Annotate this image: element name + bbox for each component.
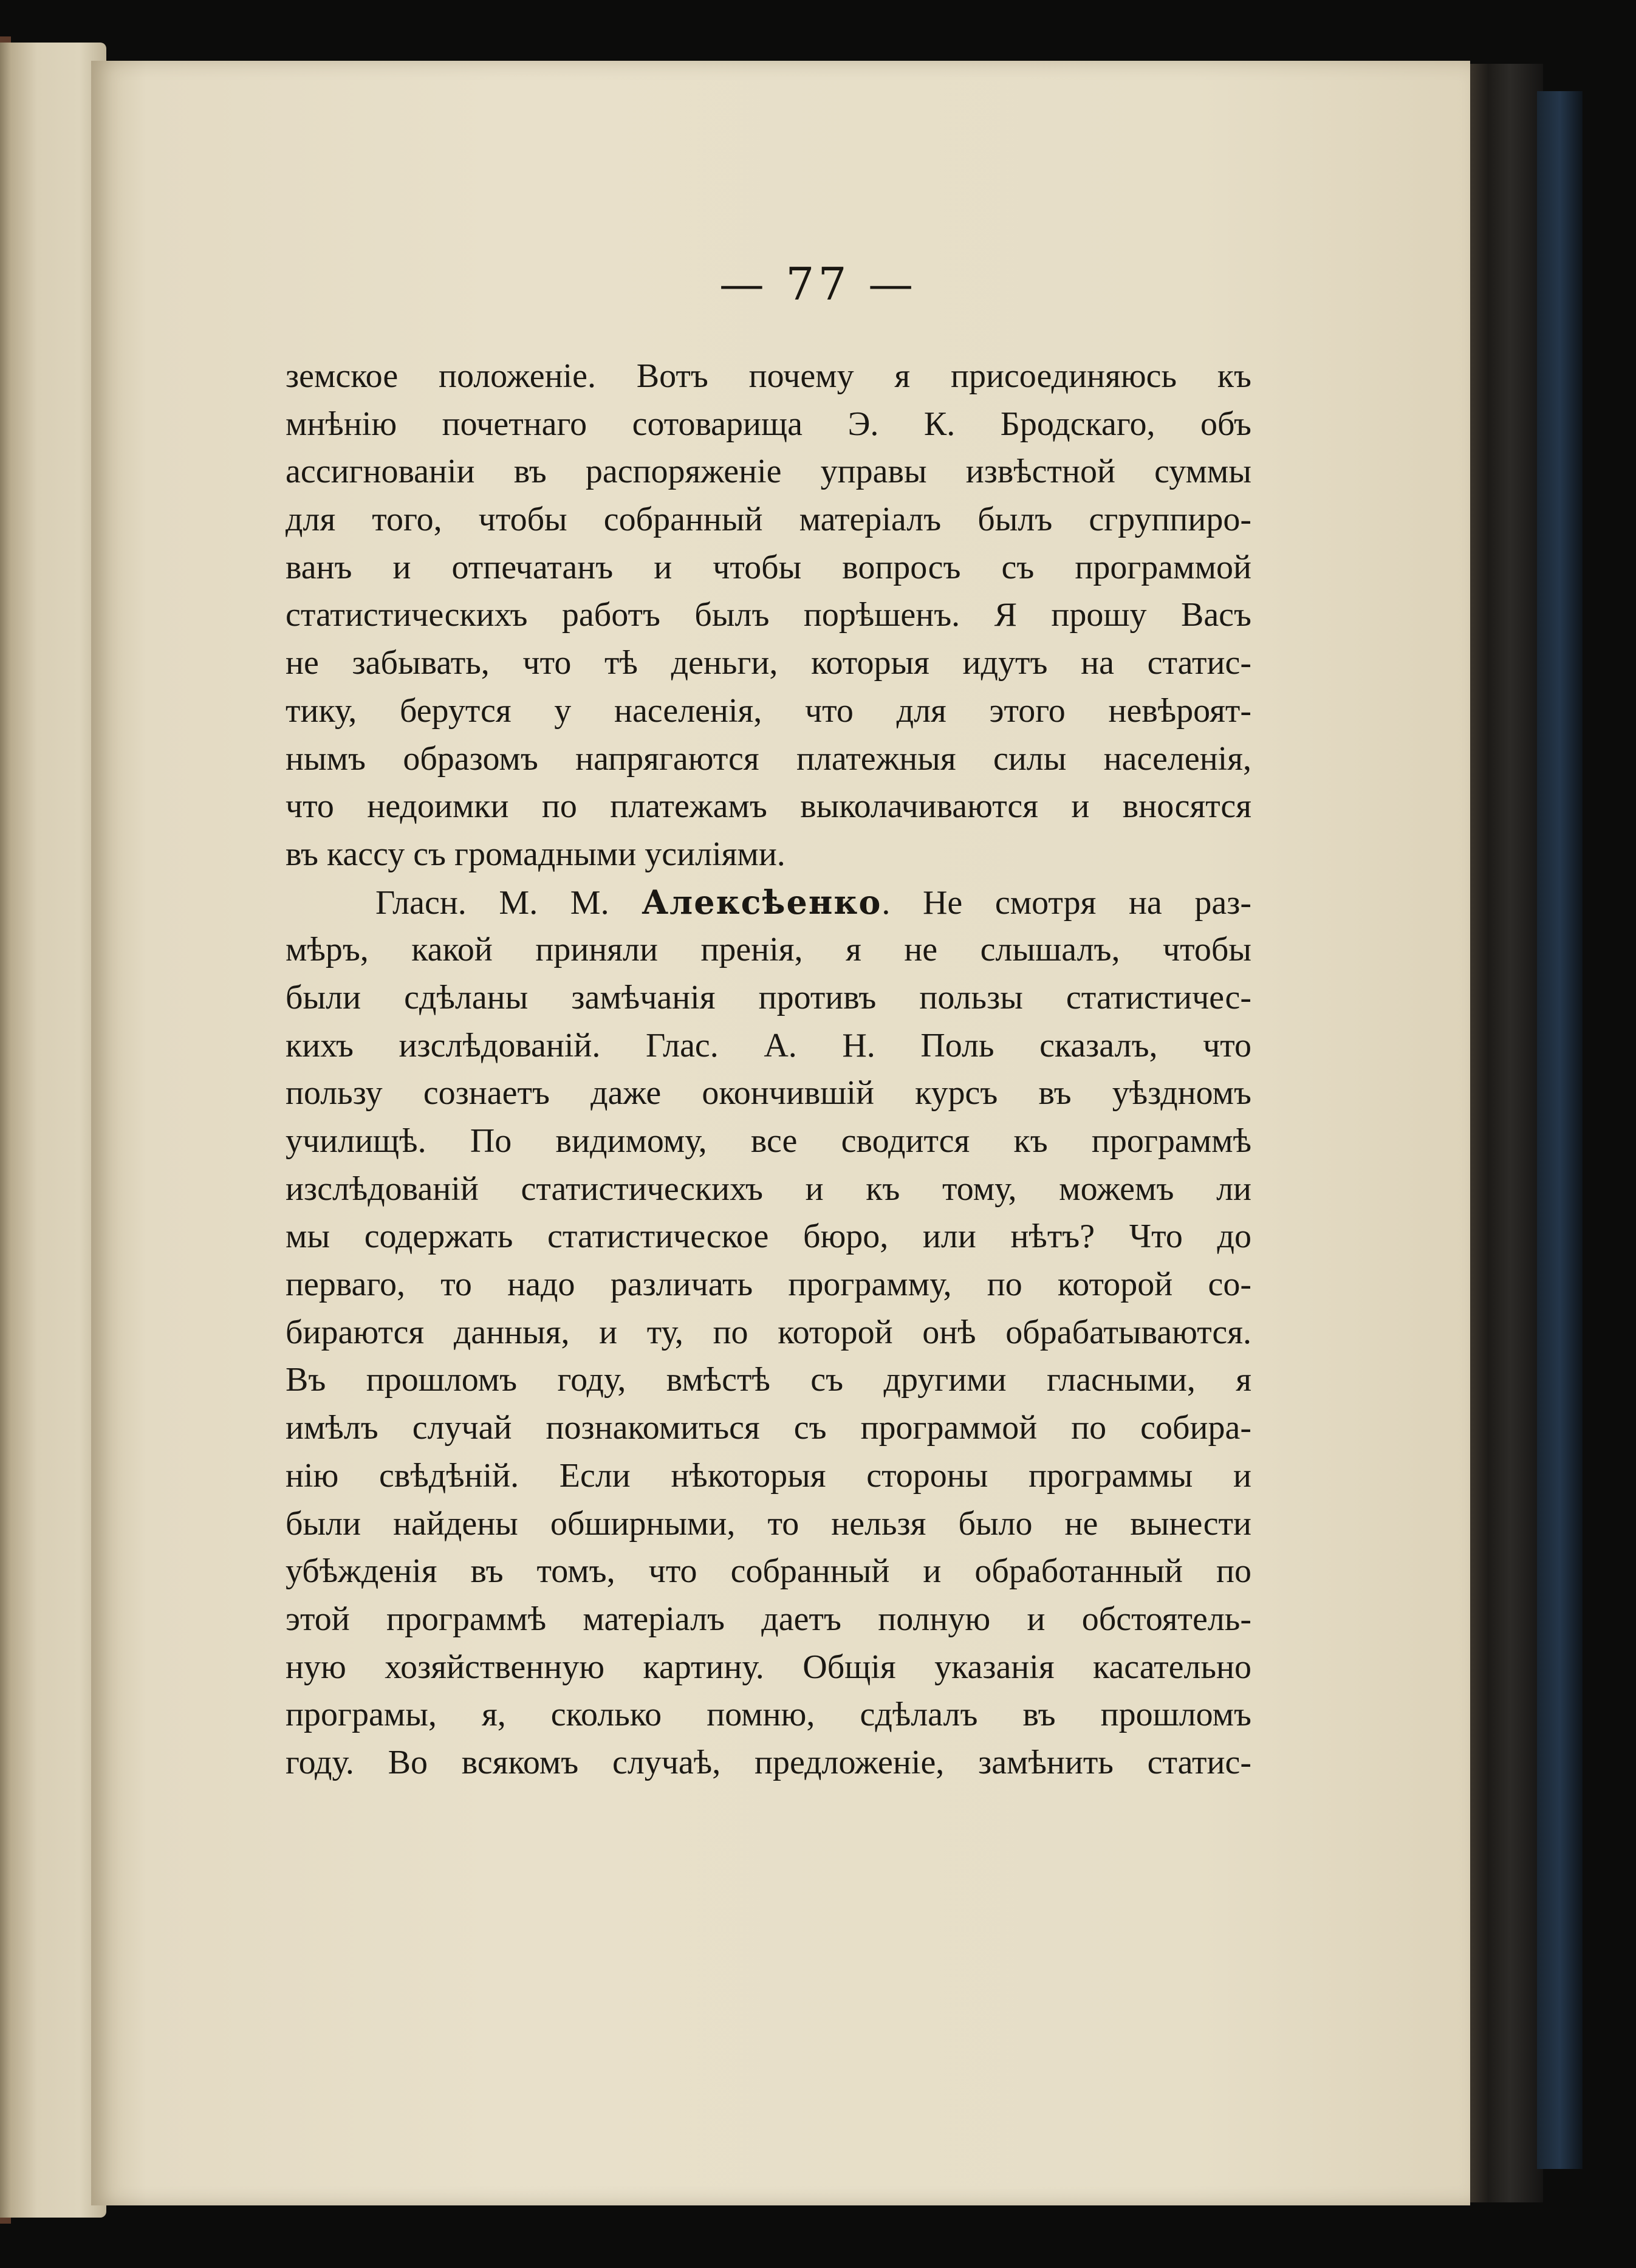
speaker-suffix: . Не смотря на раз- <box>881 883 1252 922</box>
page-number: — 77 — <box>719 258 917 310</box>
speaker-prefix: Гласн. М. М. <box>375 883 642 922</box>
text-line: имѣлъ случай познакомиться съ программой по собира- <box>286 1409 1251 1447</box>
speaker-line <box>286 879 1251 927</box>
text-line: мнѣнію почетнаго сотоварища Э. К. Бродскаго, объ <box>286 405 1251 443</box>
text-line: году. Во всякомъ случаѣ, предложеніе, замѣнить статис- <box>286 1743 1251 1781</box>
text-line: были найдены обширными, то нельзя было не вынести <box>286 1504 1251 1543</box>
text-line: этой программѣ матеріалъ даетъ полную и обстоятель- <box>286 1600 1251 1638</box>
text-line: програмы, я, сколько помню, сдѣлалъ въ прошломъ <box>286 1696 1251 1734</box>
right-page-stack <box>1470 64 1543 2202</box>
text-line: ассигнованіи въ распоряженіе управы извѣстной суммы <box>286 453 1251 491</box>
book-cover-edge <box>1537 91 1583 2169</box>
text-line: кихъ изслѣдованій. Глас. А. Н. Поль сказалъ, что <box>286 1026 1251 1064</box>
text-line: ную хозяйственную картину. Общія указанія касательно <box>286 1648 1251 1686</box>
text-line: не забывать, что тѣ деньги, которыя идутъ на статис- <box>286 644 1251 682</box>
text-line: статистическихъ работъ былъ порѣшенъ. Я прошу Васъ <box>286 596 1251 634</box>
text-line: земское положеніе. Вотъ почему я присоединяюсь къ <box>286 357 1251 395</box>
text-line: ванъ и отпечатанъ и чтобы вопросъ съ программой <box>286 548 1251 586</box>
left-page-edge <box>0 43 106 2218</box>
speaker-name: Алексѣенко <box>642 882 882 922</box>
text-line: нію свѣдѣній. Если нѣкоторыя стороны программы и <box>286 1456 1251 1495</box>
text-line: мы содержать статистическое бюро, или нѣтъ? Что до <box>286 1218 1251 1256</box>
text-line: убѣжденія въ томъ, что собранный и обработанный по <box>286 1552 1251 1591</box>
text-line: училищѣ. По видимому, все сводится къ программѣ <box>286 1122 1251 1160</box>
text-line: для того, чтобы собранный матеріалъ былъ сгруппиро- <box>286 501 1251 539</box>
text-line: тику, берутся у населенія, что для этого невѣроят- <box>286 691 1251 730</box>
text-line: бираются данныя, и ту, по которой онѣ обрабатываются. <box>286 1313 1251 1351</box>
text-line: мѣръ, какой приняли пренія, я не слышалъ, чтобы <box>286 931 1251 969</box>
text-line: что недоимки по платежамъ выколачиваются и вносятся <box>286 787 1251 826</box>
body-text <box>286 352 1251 1787</box>
text-line: перваго, то надо различать программу, по которой со- <box>286 1266 1251 1304</box>
text-line: изслѣдованій статистическихъ и къ тому, можемъ ли <box>286 1170 1251 1208</box>
text-line: Въ прошломъ году, вмѣстѣ съ другими гласными, я <box>286 1361 1251 1399</box>
paragraph-end-line: въ кассу съ громадными усиліями. <box>286 835 785 873</box>
text-line: нымъ образомъ напрягаются платежныя силы населенія, <box>286 739 1251 778</box>
text-line: пользу сознаетъ даже окончившій курсъ въ уѣздномъ <box>286 1074 1251 1112</box>
text-line: были сдѣланы замѣчанія противъ пользы статистичес- <box>286 978 1251 1016</box>
